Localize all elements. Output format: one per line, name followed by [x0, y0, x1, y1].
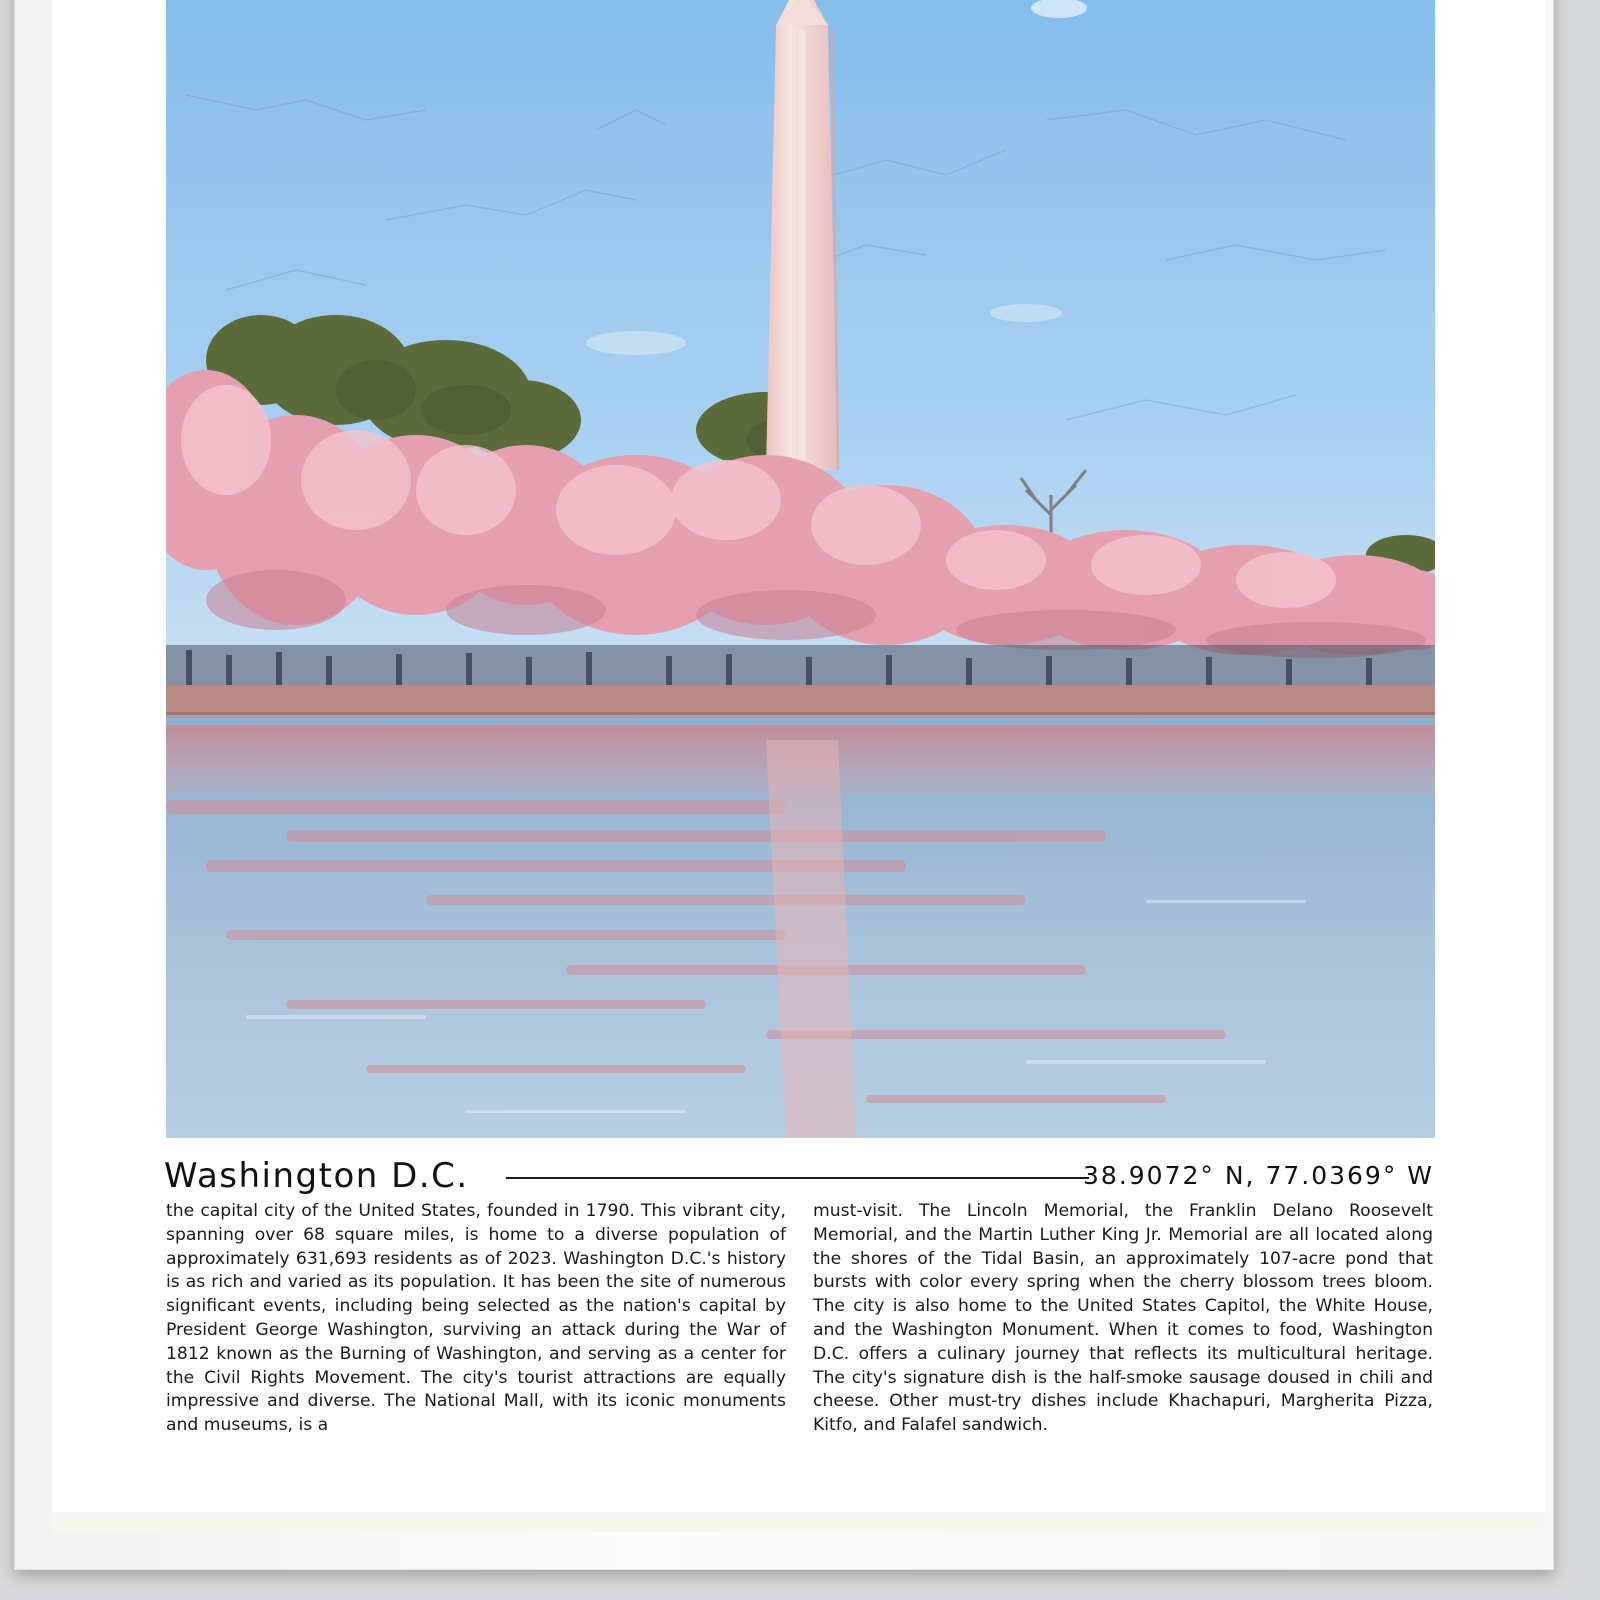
- poster-photo: [166, 0, 1435, 1138]
- description-column-left: the capital city of the United States, founded in 1790. This vibrant city, spanning over 68 square miles, is home to a diverse population of approximately 631,693 residents as of 2023. Washington D.C.'s history is as rich and varied as its population. It has been the site of numerous significant events, including being selected as the nation's capital by President George Washington, surviving an attack during the War of 1812 known as the Burning of Washington, and serving as a center for the Civil Rights Movement. The city's tourist attractions are equally impressive and diverse. The National Mall, with its iconic monuments and museums, is a: [166, 1201, 786, 1436]
- washington-monument-painting: [166, 0, 1435, 1138]
- city-title: Washington D.C.: [164, 1156, 469, 1196]
- coordinates-label: 38.9072° N, 77.0369° W: [1083, 1161, 1434, 1190]
- poster-bottom-edge: [52, 1512, 1546, 1532]
- description-column-right: must-visit. The Lincoln Memorial, the Franklin Delano Roosevelt Memorial, and the Martin Luther King Jr. Memorial are all located along the shores of the Tidal Basin, an approximately 107-acre pond that bursts with color every spring when the cherry blossom trees bloom. The city is also home to the United States Capitol, the White House, and the Washington Monument. When it comes to food, Washington D.C. offers a culinary journey that reflects its multicultural heritage. The city's signature dish is the half-smoke sausage doused in chili and cheese. Other must-try dishes include Khachapuri, Margherita Pizza, Kitfo, and Falafel sandwich.: [813, 1201, 1433, 1436]
- title-divider-line: [506, 1177, 1089, 1179]
